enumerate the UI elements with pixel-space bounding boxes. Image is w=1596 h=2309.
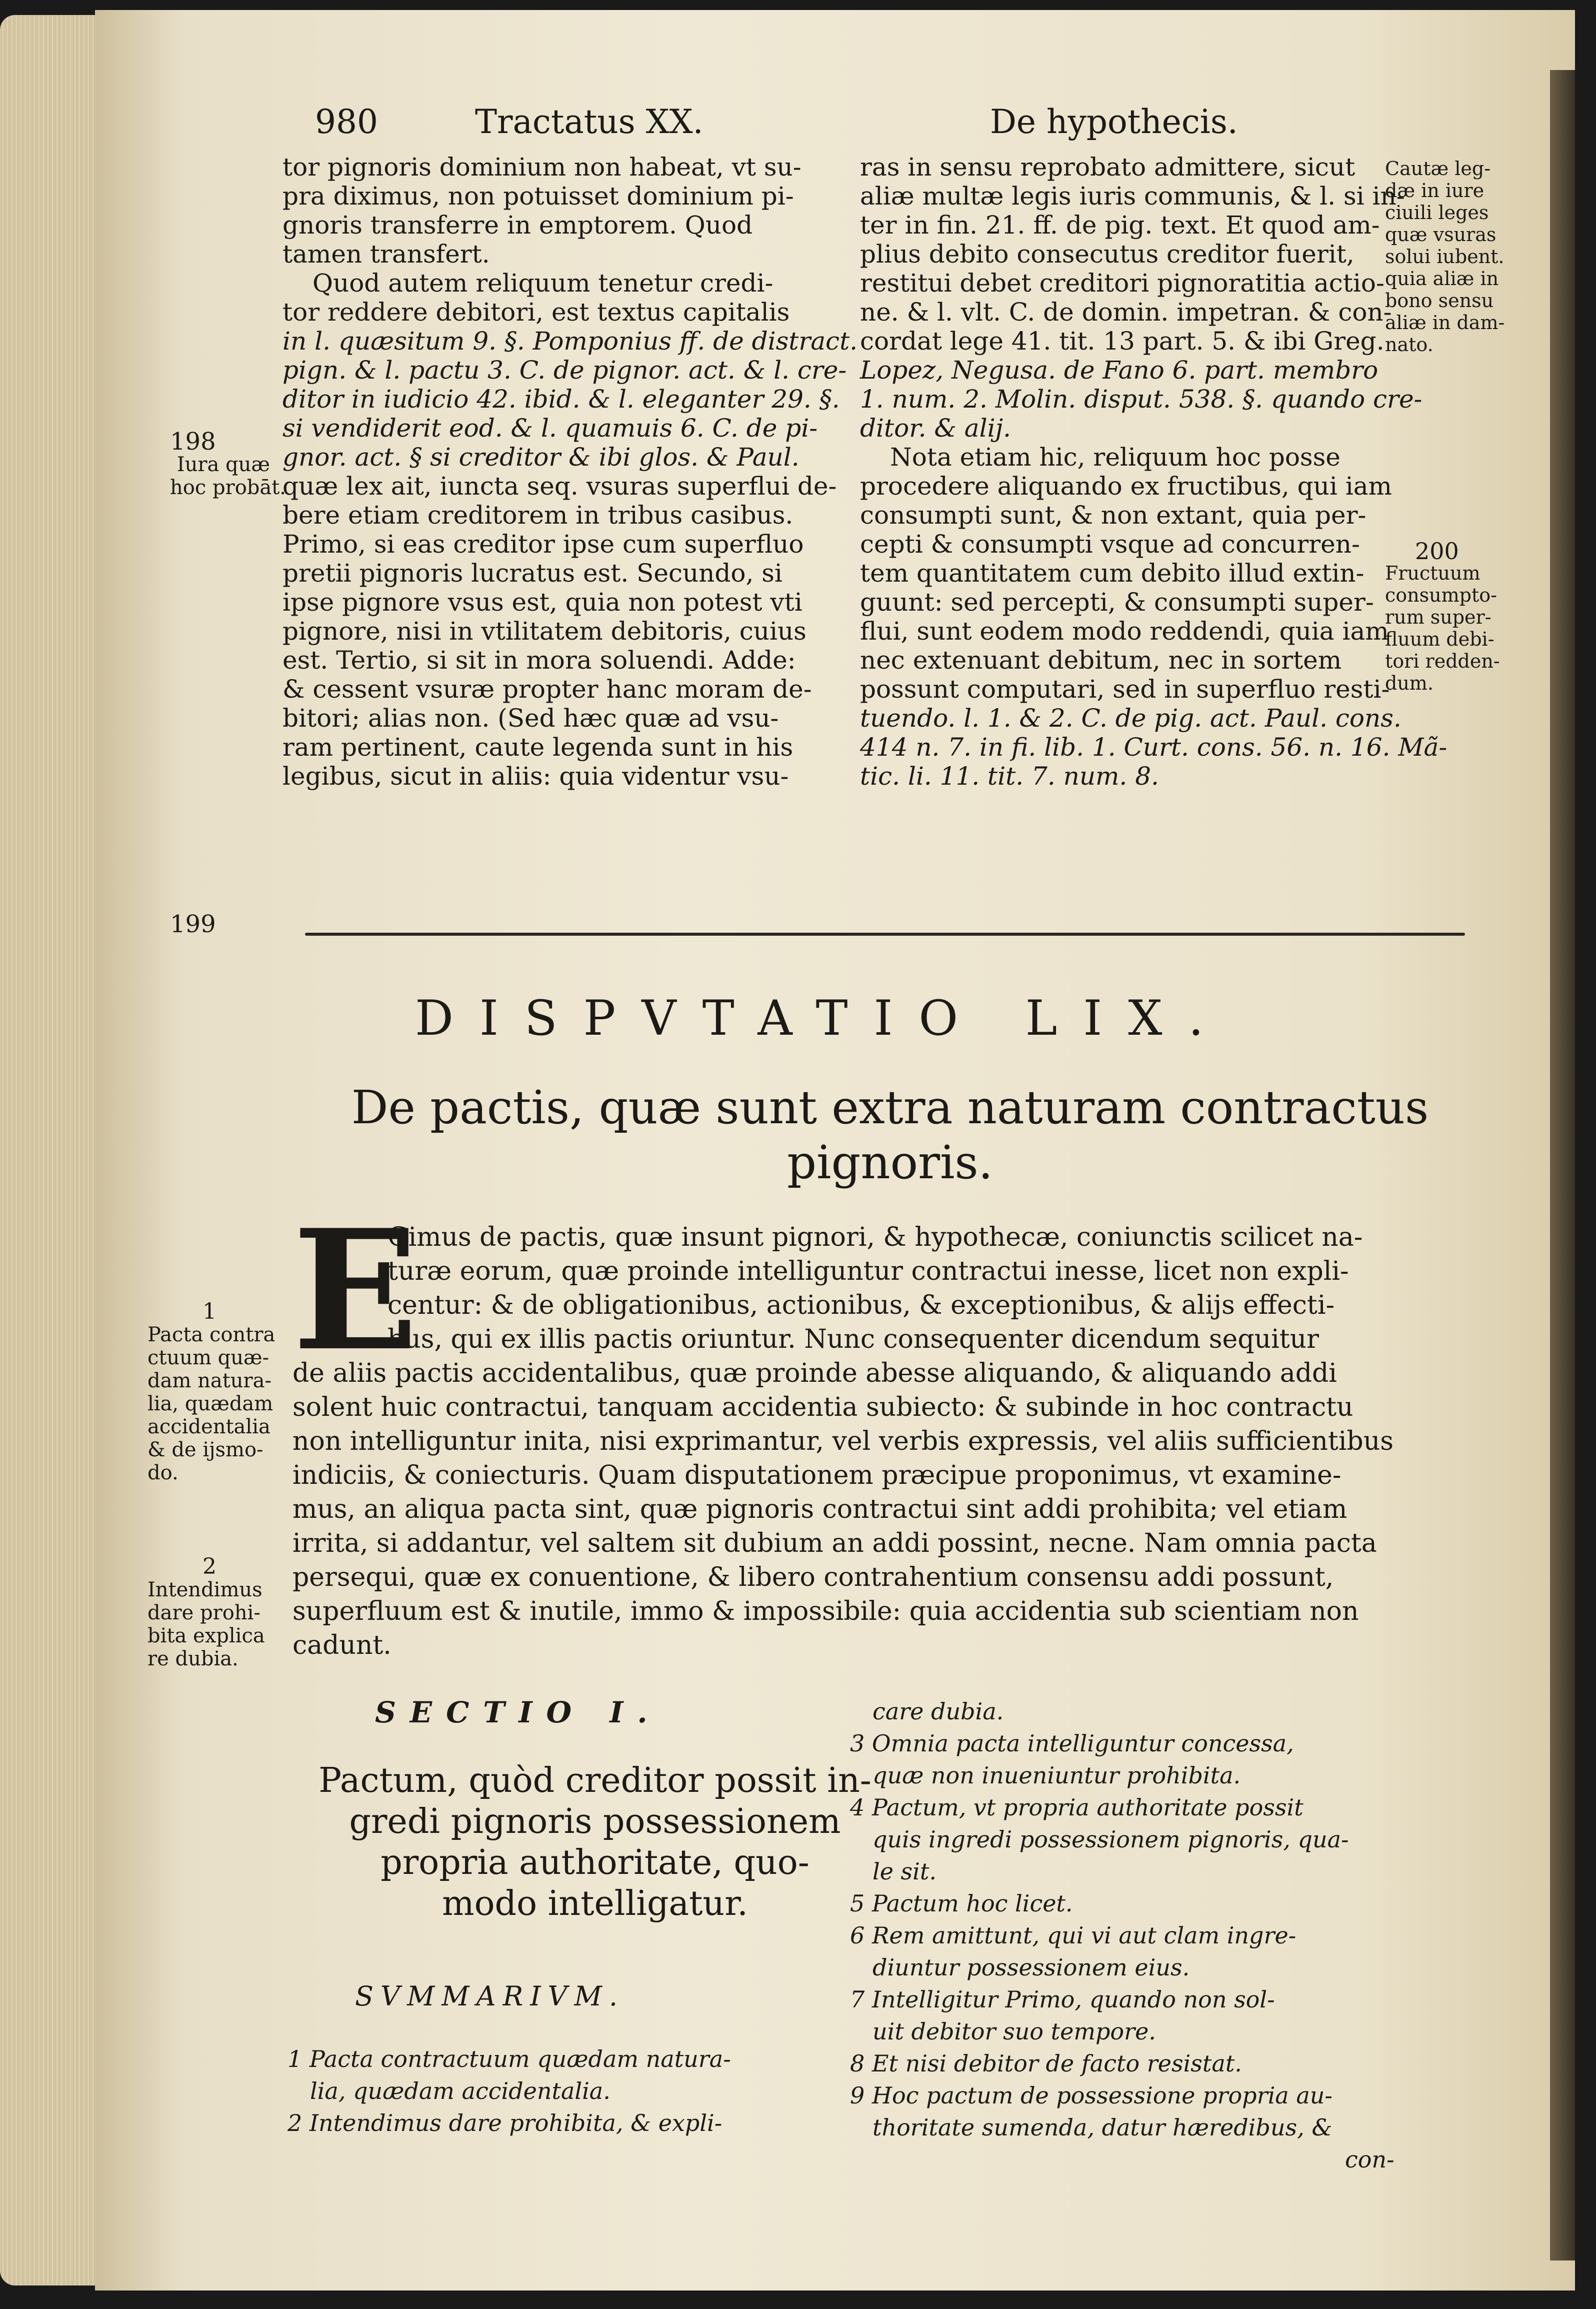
disputatio-heading: DISPVTATIO LIX. xyxy=(415,990,1230,1046)
top-right-column xyxy=(860,153,1465,791)
text-line: cepti & consumpti vsque ad concurren- xyxy=(860,530,1360,559)
text-line: bere etiam creditorem in tribus casibus. xyxy=(282,501,794,530)
note-number: 1 xyxy=(202,1299,216,1324)
note-number: 199 xyxy=(170,910,216,938)
margin-note-1 xyxy=(148,1299,276,1484)
text-line: plius debito consecutus creditor fuerit, xyxy=(860,240,1354,269)
right-running-head: De hypothecis. xyxy=(990,103,1238,141)
text-line: in l. quæsitum 9. §. Pomponius ff. de distract. xyxy=(282,327,858,356)
summary-item: quæ non inueniuntur prohibita. xyxy=(872,1762,1241,1789)
note-line: aliæ in dam- xyxy=(1385,312,1505,334)
text-line: Nota etiam hic, reliquum hoc posse xyxy=(890,443,1340,472)
text-line: tem quantitatem cum debito illud extin- xyxy=(860,559,1364,588)
summary-item: quis ingredi possessionem pignoris, qua- xyxy=(872,1826,1349,1853)
summary-item: diuntur possessionem eius. xyxy=(872,1954,1190,1981)
book-page-edges xyxy=(0,15,105,2285)
note-line: bita explica xyxy=(148,1624,265,1647)
note-line: ciuili leges xyxy=(1385,202,1489,224)
text-line: solent huic contractui, tanquam accidentia subiecto: & subinde in hoc contractu xyxy=(292,1392,1354,1422)
text-line: Lopez, Negusa. de Fano 6. part. membro xyxy=(860,356,1378,385)
text-line: & cessent vsuræ propter hanc moram de- xyxy=(282,675,812,704)
text-line: Primo, si eas creditor ipse cum superfluo xyxy=(282,530,804,559)
note-line: Pacta contra xyxy=(148,1323,276,1346)
note-line: nato. xyxy=(1385,334,1434,356)
summary-item: le sit. xyxy=(872,1858,936,1885)
note-line: accidentalia xyxy=(148,1415,270,1438)
note-line: & de ijsmo- xyxy=(148,1438,264,1461)
text-line: ipse pignore vsus est, quia non potest vti xyxy=(282,588,802,617)
drop-cap: E xyxy=(292,1193,418,1387)
title-line: gredi pignoris possessionem xyxy=(349,1802,841,1841)
note-line: dare prohi- xyxy=(148,1601,260,1624)
title-line: modo intelligatur. xyxy=(442,1884,748,1923)
text-line: ter in fin. 21. ff. de pig. text. Et quod am- xyxy=(860,211,1380,240)
text-line: nec extenuant debitum, nec in sortem xyxy=(860,646,1342,675)
text-line: gnoris transferre in emptorem. Quod xyxy=(282,211,753,240)
text-line: flui, sunt eodem modo reddendi, quia iam xyxy=(860,617,1389,646)
text-line: tor pignoris dominium non habeat, vt su- xyxy=(282,153,802,182)
note-line: Intendimus xyxy=(148,1578,262,1601)
summary-item: uit debitor suo tempore. xyxy=(872,2018,1156,2045)
text-line: possunt computari, sed in superfluo resti- xyxy=(860,675,1390,704)
note-line: quia aliæ in xyxy=(1385,268,1499,290)
title-line: Pactum, quòd creditor possit in- xyxy=(318,1761,872,1800)
summary-item: care dubia. xyxy=(872,1698,1004,1725)
text-line: persequi, quæ ex conuentione, & libero contrahentium consensu addi possunt, xyxy=(292,1562,1334,1592)
summary-item: 4 Pactum, vt propria authoritate possit xyxy=(850,1794,1304,1821)
book-page xyxy=(95,10,1575,2290)
text-line: Gimus de pactis, quæ insunt pignori, & hypothecæ, coniunctis scilicet na- xyxy=(388,1222,1363,1252)
note-line: dæ in iure xyxy=(1385,180,1484,202)
sectio-title xyxy=(285,1760,905,1924)
text-line: legibus, sicut in aliis: quia videntur vsu- xyxy=(282,762,789,791)
note-line: Cautæ leg- xyxy=(1385,158,1491,180)
text-line: tuendo. l. 1. & 2. C. de pig. act. Paul. cons. xyxy=(860,704,1402,733)
text-line: ditor. & alij. xyxy=(860,414,1011,443)
note-number: 198 xyxy=(170,428,216,456)
note-line: ctuum quæ- xyxy=(148,1346,270,1369)
top-left-column xyxy=(282,153,892,791)
summary-item: thoritate sumenda, datur hæredibus, & xyxy=(872,2114,1332,2141)
text-line: non intelliguntur inita, nisi exprimantur, vel verbis expressis, vel aliis sufficientibus xyxy=(292,1426,1394,1456)
text-line: tor reddere debitori, est textus capitalis xyxy=(282,298,790,327)
text-line: cadunt. xyxy=(292,1630,392,1660)
text-line: consumpti sunt, & non extant, quia per- xyxy=(860,501,1366,530)
summary-item: 1 Pacta contractuum quædam natura- xyxy=(288,2045,731,2072)
note-line: Iura quæ xyxy=(176,453,270,476)
text-line: pign. & l. pactu 3. C. de pignor. act. & l. cre- xyxy=(282,356,847,385)
margin-note-199 xyxy=(170,910,216,938)
section-divider xyxy=(305,933,1465,936)
text-line: ne. & l. vlt. C. de domin. impetran. & con- xyxy=(860,298,1392,327)
text-line: procedere aliquando ex fructibus, qui iam xyxy=(860,472,1392,501)
title-line: propria authoritate, quo- xyxy=(380,1843,810,1882)
text-line: ram pertinent, caute legenda sunt in his xyxy=(282,733,794,762)
note-line: solui iubent. xyxy=(1385,246,1504,268)
text-line: restitui debet creditori pignoratitia actio- xyxy=(860,269,1384,298)
note-number: 2 xyxy=(202,1554,216,1579)
summary-item: 3 Omnia pacta intelliguntur concessa, xyxy=(850,1730,1294,1757)
note-line: consumpto- xyxy=(1385,584,1497,606)
text-line: Quod autem reliquum tenetur credi- xyxy=(312,269,774,298)
summary-item: 7 Intelligitur Primo, quando non sol- xyxy=(850,1986,1275,2013)
summary-item: 9 Hoc pactum de possessione propria au- xyxy=(850,2082,1332,2109)
summary-item: 2 Intendimus dare prohibita, & expli- xyxy=(288,2109,722,2136)
summary-item: 5 Pactum hoc licet. xyxy=(850,1890,1073,1917)
text-line: pignore, nisi in vtilitatem debitoris, cuius xyxy=(282,617,806,646)
note-line: hoc probāt. xyxy=(170,476,286,499)
summary-left-column xyxy=(288,2043,898,2139)
text-line: indiciis, & coniecturis. Quam disputationem præcipue proponimus, vt examine- xyxy=(292,1460,1342,1490)
disputatio-title xyxy=(315,1080,1465,1190)
text-line: tic. li. 11. tit. 7. num. 8. xyxy=(860,762,1159,791)
text-line: turæ eorum, quæ proinde intelliguntur contractui inesse, licet non expli- xyxy=(388,1256,1349,1286)
text-line: est. Tertio, si sit in mora soluendi. Adde: xyxy=(282,646,796,675)
text-line: tamen transfert. xyxy=(282,240,490,269)
text-line: quæ lex ait, iuncta seq. vsuras superflui de- xyxy=(282,472,837,501)
text-line: pretii pignoris lucratus est. Secundo, si xyxy=(282,559,782,588)
note-line: quæ vsuras xyxy=(1385,224,1496,246)
text-line: bitori; alias non. (Sed hæc quæ ad vsu- xyxy=(282,704,779,733)
page-number: 980 xyxy=(315,103,378,141)
text-line: ras in sensu reprobato admittere, sicut xyxy=(860,153,1356,182)
note-line: bono sensu xyxy=(1385,290,1494,312)
text-line: pra diximus, non potuisset dominium pi- xyxy=(282,182,794,211)
note-line: rum super- xyxy=(1385,606,1492,628)
text-line: 1. num. 2. Molin. disput. 538. §. quando cre- xyxy=(860,385,1422,414)
text-line: guunt: sed percepti, & consumpti super- xyxy=(860,588,1374,617)
disputatio-body xyxy=(292,1220,1472,1662)
note-line: Fructuum xyxy=(1385,562,1480,584)
note-line: lia, quædam xyxy=(148,1392,274,1415)
text-line: aliæ multæ legis iuris communis, & l. si in- xyxy=(860,182,1405,211)
note-line: fluum debi- xyxy=(1385,628,1494,650)
note-line: tori redden- xyxy=(1385,650,1500,672)
margin-note-200 xyxy=(1385,540,1500,694)
text-line: si vendiderit eod. & l. quamuis 6. C. de pi- xyxy=(282,414,818,443)
title-line: pignoris. xyxy=(787,1136,993,1189)
margin-note-2 xyxy=(148,1555,272,1670)
text-line: cordat lege 41. tit. 13 part. 5. & ibi Greg. xyxy=(860,327,1384,356)
sectio-heading: SECTIO I. xyxy=(375,1695,662,1729)
text-line: ditor in iudicio 42. ibid. & l. eleganter 29. §. xyxy=(282,385,840,414)
summary-heading: SVMMARIVM. xyxy=(355,1980,625,2012)
note-number: 200 xyxy=(1415,538,1459,565)
note-line: dam natura- xyxy=(148,1369,272,1392)
note-line: re dubia. xyxy=(148,1647,238,1670)
note-line: dum. xyxy=(1385,672,1434,694)
text-line: superfluum est & inutile, immo & impossibile: quia accidentia sub scientiam non xyxy=(292,1596,1359,1626)
note-line: do. xyxy=(148,1461,178,1484)
left-running-head: Tractatus XX. xyxy=(475,103,704,141)
margin-note-198 xyxy=(170,428,286,499)
text-line: de aliis pactis accidentalibus, quæ proinde abesse aliquando, & aliquando addi xyxy=(292,1358,1337,1388)
text-line: bus, qui ex illis pactis oriuntur. Nunc consequenter dicendum sequitur xyxy=(388,1324,1319,1354)
title-line: De pactis, quæ sunt extra naturam contractus xyxy=(351,1081,1429,1134)
text-line: 414 n. 7. in fi. lib. 1. Curt. cons. 56. n. 16. Mã- xyxy=(860,733,1448,762)
text-line: centur: & de obligationibus, actionibus, & exceptionibus, & alijs effecti- xyxy=(388,1290,1335,1320)
margin-note-cautae xyxy=(1385,158,1504,356)
text-line: irrita, si addantur, vel saltem sit dubium an addi possint, necne. Nam omnia pacta xyxy=(292,1528,1377,1558)
text-line: gnor. act. § si creditor & ibi glos. & Paul. xyxy=(282,443,800,472)
facing-page-edge xyxy=(1550,70,1575,2260)
summary-item: con- xyxy=(1345,2146,1394,2173)
text-line: mus, an aliqua pacta sint, quæ pignoris contractui sint addi prohibita; vel etiam xyxy=(292,1494,1348,1524)
summary-item: 6 Rem amittunt, qui vi aut clam ingre- xyxy=(850,1922,1296,1949)
summary-item: 8 Et nisi debitor de facto resistat. xyxy=(850,2050,1242,2077)
summary-right-column xyxy=(850,1695,1465,2175)
summary-item: lia, quædam accidentalia. xyxy=(310,2077,610,2104)
